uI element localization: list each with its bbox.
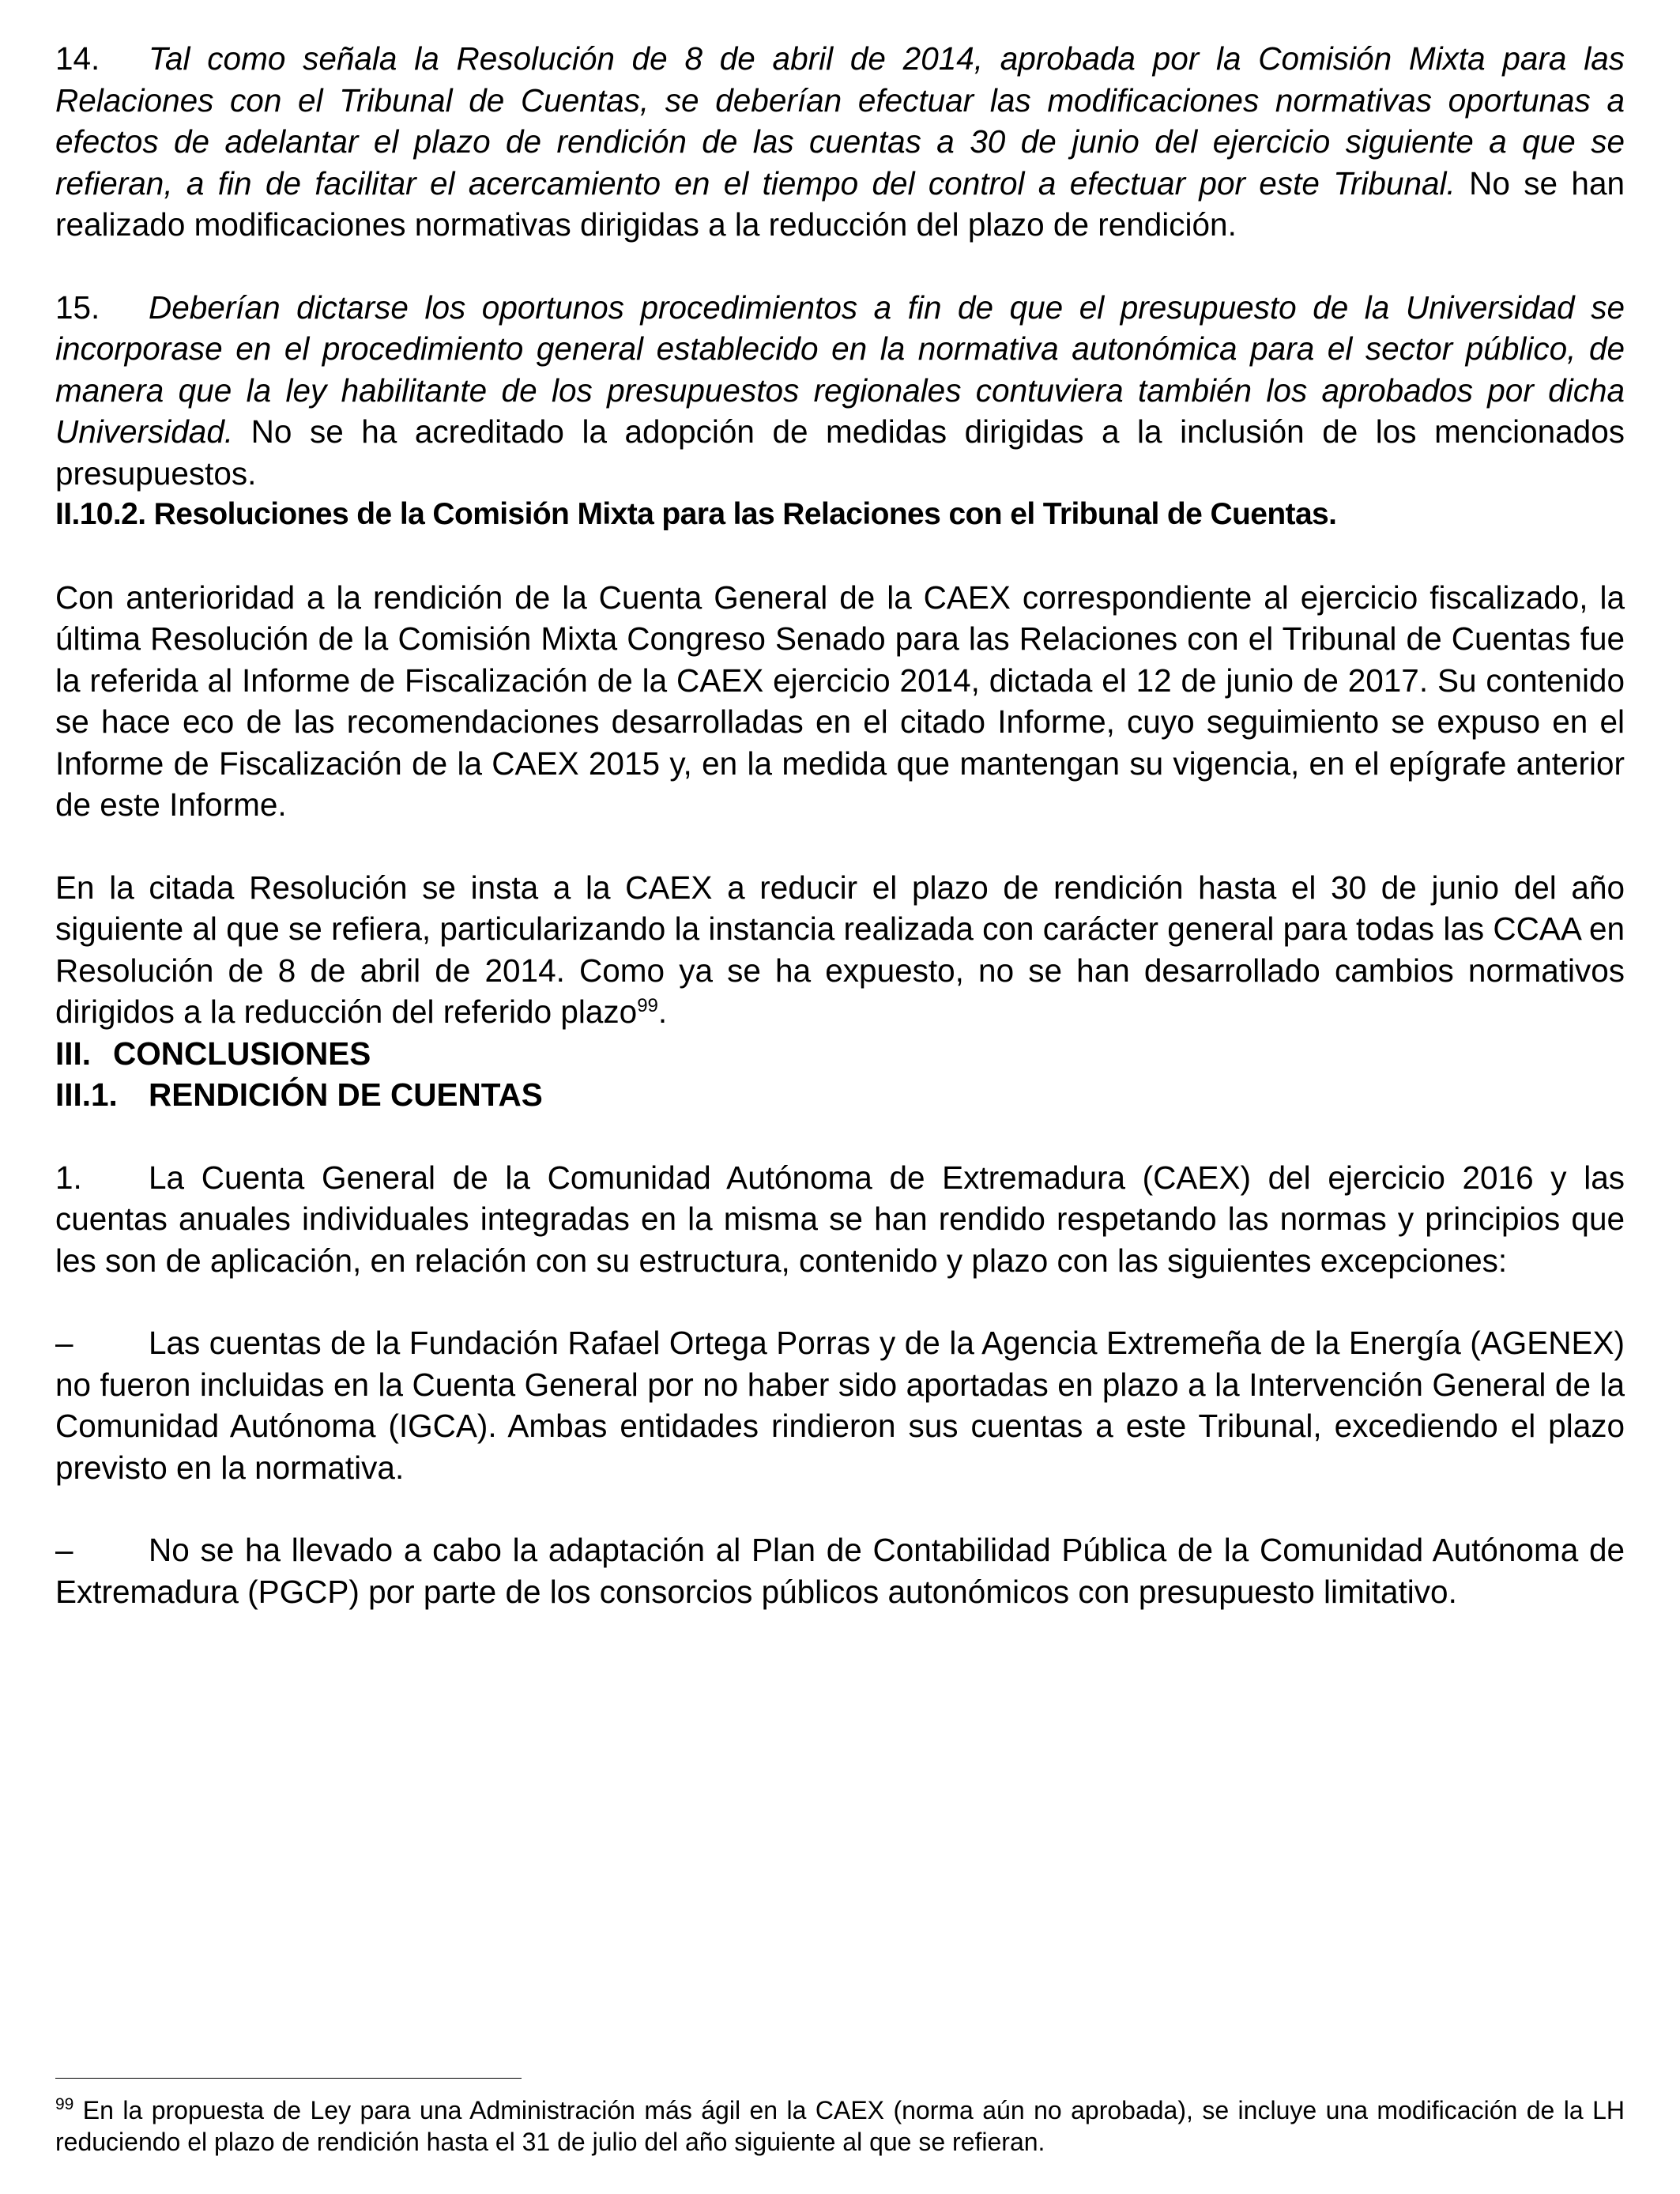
section-ii-10-2-paragraph-1: Con anterioridad a la rendición de la Cuenta General de la CAEX correspondiente al ejercicio fiscalizado, la última Resolución de la Comisión Mixta Congreso Senado para las Relaciones con el Tribunal de Cuentas fue la referida al Informe de Fiscalización de la CAEX ejercicio 2014, dictada el 12 de junio de 2017. Su contenido se hace eco de las recomendaciones desarrolladas en el citado Informe, cuyo seguimiento se expuso en el Informe de Fiscalización de la CAEX 2015 y, en la medida que mantengan su vigencia, en el epígrafe anterior de este Informe. bbox=[55, 579, 1625, 823]
footnote-reference[interactable]: 99 bbox=[637, 995, 658, 1016]
conclusion-1-text: La Cuenta General de la Comunidad Autónoma de Extremadura (CAEX) del ejercicio 2016 y las cuentas anuales individuales integradas en la misma se han rendido respetando las normas y principios que les son de aplicación, en relación con su estructura, contenido y plazo con las siguientes excepciones: bbox=[55, 1159, 1625, 1279]
footnote-99 bbox=[55, 2094, 1625, 2158]
exception-item-2-text: No se ha llevado a cabo la adaptación al Plan de Contabilidad Pública de la Comunidad Autónoma de Extremadura (PGCP) por parte de los consorcios públicos autonómicos con presupuesto limitativo. bbox=[55, 1532, 1625, 1610]
footnote-divider bbox=[55, 2078, 522, 2079]
recommendation-14-text: Tal como señala la Resolución de 8 de abril de 2014, aprobada por la Comisión Mixta para las Relaciones con el Tribunal de Cuentas, se deberían efectuar las modificaciones normativas oportunas a efectos de adelantar el plazo de rendición de las cuentas a 30 de junio del ejercicio siguiente a que se refieran, a fin de facilitar el acercamiento en el tiempo del control a efectuar por este Tribunal. bbox=[55, 40, 1625, 202]
recommendation-15-status: No se ha acreditado la adopción de medidas dirigidas a la inclusión de los mencionados presupuestos. bbox=[55, 413, 1625, 492]
dash-bullet-icon: – bbox=[55, 1325, 73, 1361]
recommendation-14-status: No se han realizado modificaciones normativas dirigidas a la reducción del plazo de rendición. bbox=[55, 164, 1625, 243]
recommendation-14-number: 14. bbox=[55, 40, 100, 77]
section-ii-10-2-paragraph-2 bbox=[55, 867, 1625, 1033]
document-page bbox=[55, 38, 1625, 1612]
exception-item-1 bbox=[55, 1322, 1625, 1488]
section-ii-10-2-title: II.10.2. Resoluciones de la Comisión Mixta para las Relaciones con el Tribunal de Cuentas. bbox=[55, 497, 1337, 531]
section-iii-title: CONCLUSIONES bbox=[113, 1035, 371, 1072]
section-iii-1-title: RENDICIÓN DE CUENTAS bbox=[149, 1076, 543, 1113]
recommendation-14 bbox=[55, 38, 1625, 246]
section-iii-heading bbox=[55, 1033, 1625, 1075]
footnote-text: En la propuesta de Ley para una Administración más ágil en la CAEX (norma aún no aprobada), se incluye una modificación de la LH reduciendo el plazo de rendición hasta el 31 de julio del año siguiente al que se refieran. bbox=[55, 2096, 1625, 2156]
exception-item-1-text: Las cuentas de la Fundación Rafael Ortega Porras y de la Agencia Extremeña de la Energía (AGENEX) no fueron incluidas en la Cuenta General por no haber sido aportadas en plazo a la Intervención General de la Comunidad Autónoma (IGCA). Ambas entidades rindieron sus cuentas a este Tribunal, excediendo el plazo previsto en la normativa. bbox=[55, 1325, 1625, 1486]
recommendation-15 bbox=[55, 287, 1625, 495]
section-ii-10-2-paragraph-2-text: En la citada Resolución se insta a la CAEX a reducir el plazo de rendición hasta el 30 de junio del año siguiente al que se refiera, particularizando la instancia realizada con carácter general para todas las CCAA en Resolución de 8 de abril de 2014. Como ya se ha expuesto, no se han desarrollado cambios normativos dirigidos a la reducción del referido plazo bbox=[55, 869, 1625, 1030]
footnote-number: 99 bbox=[55, 2095, 74, 2113]
section-iii-1-heading bbox=[55, 1074, 1625, 1116]
conclusion-1-number: 1. bbox=[55, 1159, 82, 1196]
recommendation-15-text: Deberían dictarse los oportunos procedimientos a fin de que el presupuesto de la Universidad se incorporase en el procedimiento general establecido en la normativa autonómica para el sector público, de manera que la ley habilitante de los presupuestos regionales contuviera también los aprobados por dicha Universidad. bbox=[55, 288, 1625, 450]
recommendation-15-number: 15. bbox=[55, 288, 100, 326]
exception-item-2 bbox=[55, 1529, 1625, 1612]
section-iii-number: III. bbox=[55, 1035, 92, 1072]
section-iii-1-number: III.1. bbox=[55, 1076, 118, 1113]
dash-bullet-icon: – bbox=[55, 1532, 73, 1568]
conclusion-1 bbox=[55, 1157, 1625, 1282]
section-ii-10-2-paragraph-2-end: . bbox=[657, 993, 668, 1030]
